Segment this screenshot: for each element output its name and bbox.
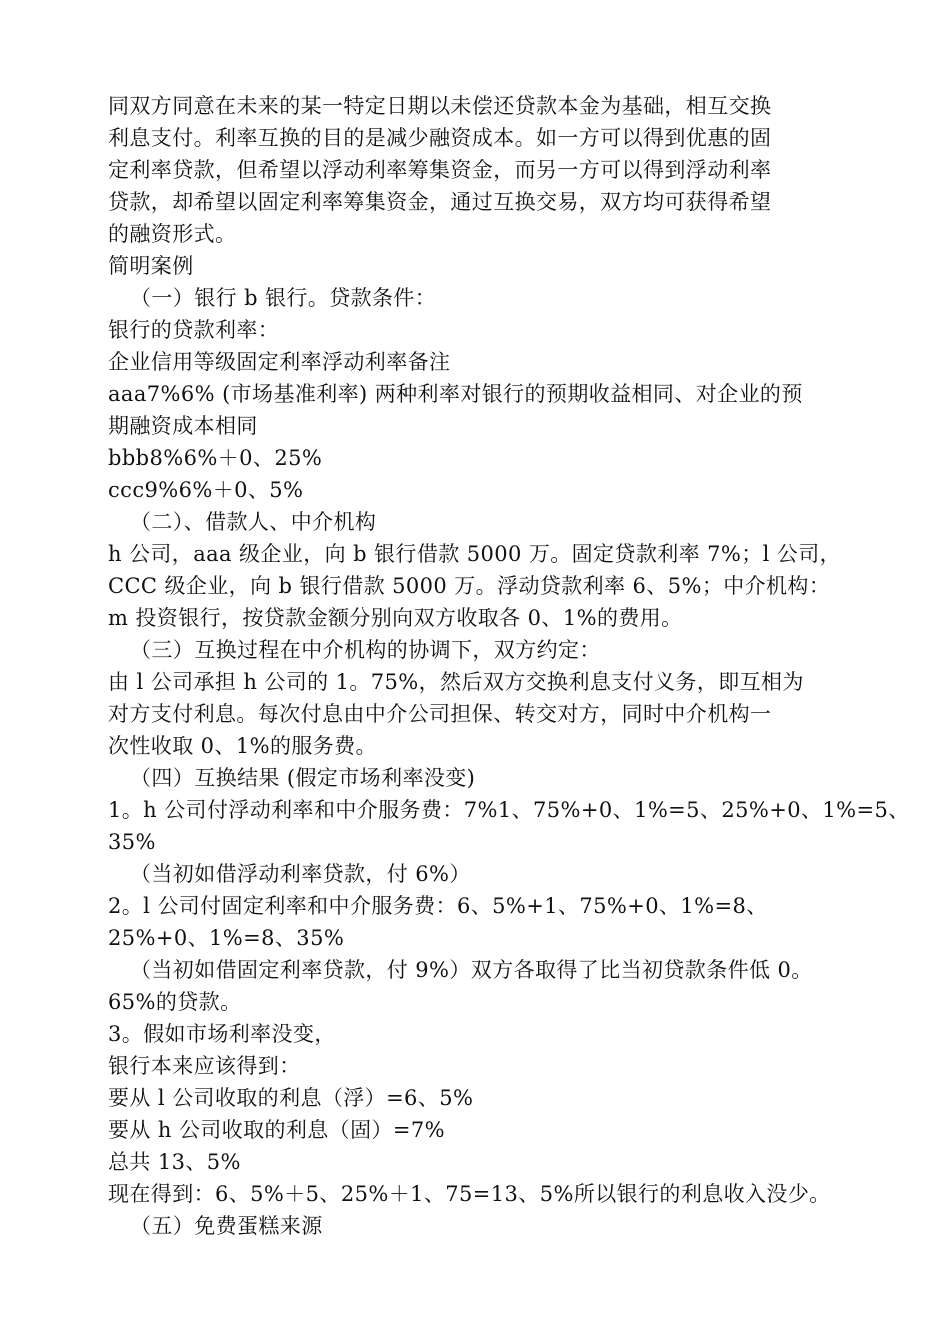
text-line: 3。假如市场利率没变， xyxy=(108,1022,336,1046)
text-line: CCC 级企业，向 b 银行借款 5000 万。浮动贷款利率 6、5%；中介机构： xyxy=(108,574,831,598)
text-line: 企业信用等级固定利率浮动利率备注 xyxy=(108,350,451,374)
text-line: 银行本来应该得到： xyxy=(108,1054,301,1078)
text-line: 的融资形式。 xyxy=(108,222,237,246)
text-line: 现在得到：6、5%＋5、25%＋1、75=13、5%所以银行的利息收入没少。 xyxy=(108,1182,831,1206)
text-line: 次性收取 0、1%的服务费。 xyxy=(108,734,377,758)
text-line: m 投资银行，按贷款金额分别向双方收取各 0、1%的费用。 xyxy=(108,606,683,630)
text-line: 65%的贷款。 xyxy=(108,990,242,1014)
text-line: （二）、借款人、中介机构 xyxy=(130,510,377,534)
text-line: （五）免费蛋糕来源 xyxy=(130,1214,323,1238)
text-line: （一）银行 b 银行。贷款条件： xyxy=(130,286,437,310)
text-line: 由 l 公司承担 h 公司的 1。75%，然后双方交换利息支付义务，即互相为 xyxy=(108,670,804,694)
text-line: 贷款，却希望以固定利率筹集资金，通过互换交易，双方均可获得希望 xyxy=(108,190,772,214)
document-body xyxy=(108,90,910,1242)
text-line: 要从 l 公司收取的利息（浮）=6、5% xyxy=(108,1086,474,1110)
text-line: 简明案例 xyxy=(108,254,194,278)
text-line: 35% xyxy=(108,830,156,854)
text-line: 2。l 公司付固定利率和中介服务费：6、5%+1、75%+0、1%=8、 xyxy=(108,894,768,918)
text-line: h 公司，aaa 级企业，向 b 银行借款 5000 万。固定贷款利率 7%；l 公司， xyxy=(108,542,842,566)
text-line: ccc9%6%＋0、5% xyxy=(108,478,304,502)
text-line: aaa7%6% (市场基准利率) 两种利率对银行的预期收益相同、对企业的预 xyxy=(108,382,803,406)
text-line: 总共 13、5% xyxy=(108,1150,241,1174)
text-line: （当初如借固定利率贷款，付 9%）双方各取得了比当初贷款条件低 0。 xyxy=(130,958,813,982)
text-line: 要从 h 公司收取的利息（固）=7% xyxy=(108,1118,445,1142)
text-line: （当初如借浮动利率贷款，付 6%） xyxy=(130,862,471,886)
text-line: 定利率贷款，但希望以浮动利率筹集资金，而另一方可以得到浮动利率 xyxy=(108,158,772,182)
text-line: 银行的贷款利率： xyxy=(108,318,280,342)
text-line: 同双方同意在未来的某一特定日期以未偿还贷款本金为基础，相互交换 xyxy=(108,94,772,118)
text-line: bbb8%6%＋0、25% xyxy=(108,446,323,470)
text-line: （四）互换结果 (假定市场利率没变) xyxy=(130,766,476,790)
text-line: 1。h 公司付浮动利率和中介服务费：7%1、75%+0、1%=5、25%+0、1%=5、 xyxy=(108,798,910,822)
text-line: 期融资成本相同 xyxy=(108,414,258,438)
text-line: 25%+0、1%=8、35% xyxy=(108,926,345,950)
text-line: 对方支付利息。每次付息由中介公司担保、转交对方，同时中介机构一 xyxy=(108,702,772,726)
text-line: （三）互换过程在中介机构的协调下，双方约定： xyxy=(130,638,601,662)
text-line: 利息支付。利率互换的目的是减少融资成本。如一方可以得到优惠的固 xyxy=(108,126,772,150)
